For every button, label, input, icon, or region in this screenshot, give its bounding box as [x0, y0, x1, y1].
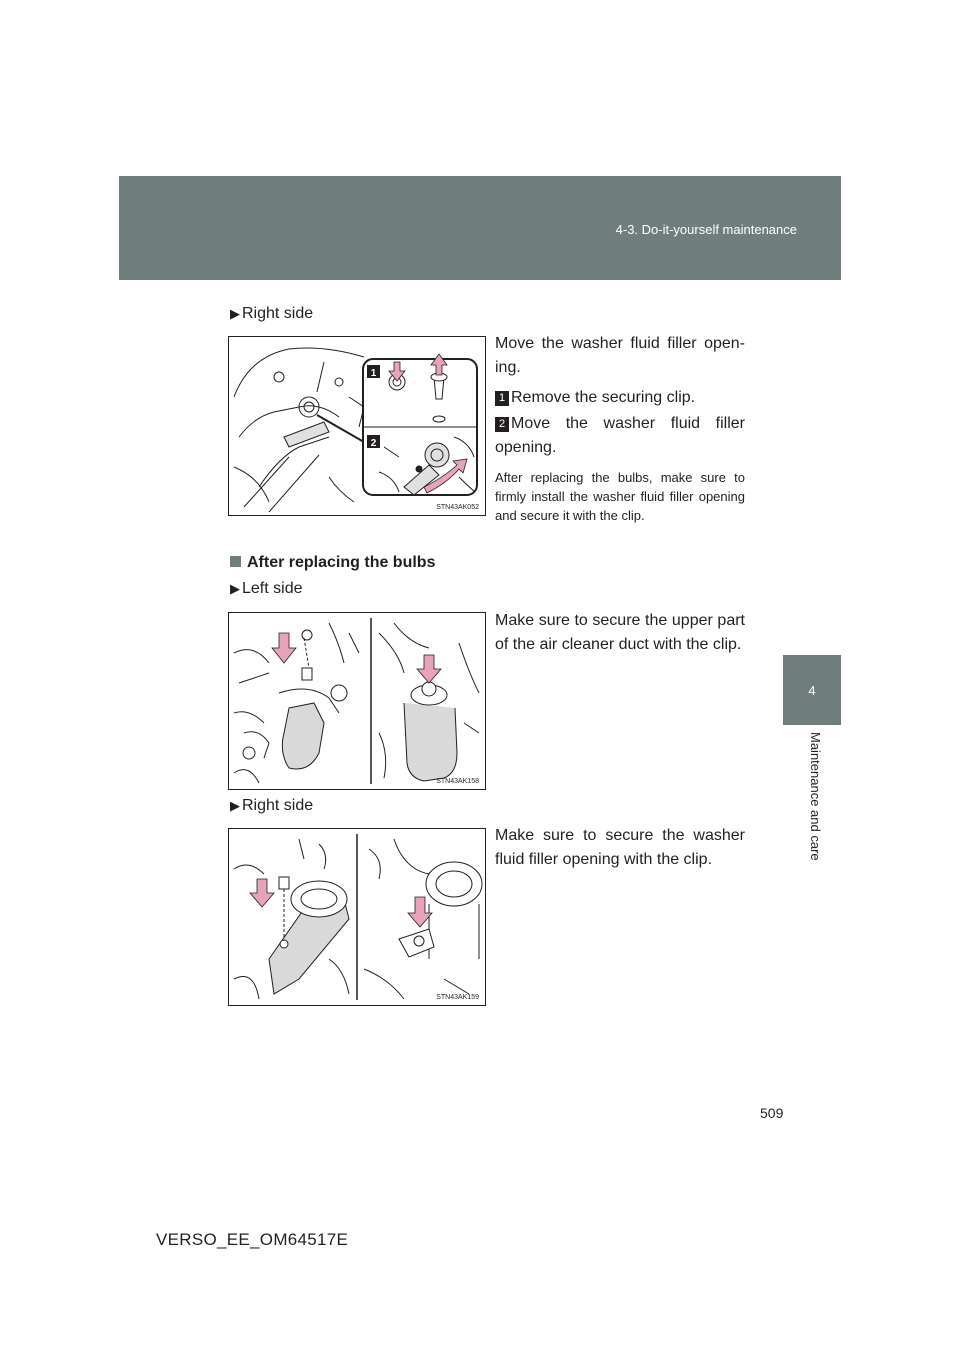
- note-after-replacing: After replacing the bulbs, make sure to firmly install the washer fluid filler opening and secure it with the clip.: [495, 470, 745, 523]
- step-1: 1 Remove the securing clip.: [495, 386, 745, 410]
- engine-illustration-2: [229, 613, 485, 789]
- figure-washer-filler-removal: [228, 336, 486, 516]
- figure-code: STN43AK052: [436, 504, 479, 511]
- engine-illustration-3: [229, 829, 485, 1005]
- page-number: 509: [760, 1105, 784, 1121]
- instruction-move-filler: Move the washer fluid filler open-ing.: [495, 335, 745, 376]
- figure-code: STN43AK158: [436, 778, 479, 785]
- subsection-right-side-2: ▶ Right side: [230, 797, 314, 814]
- engine-illustration-1: [229, 337, 485, 515]
- callout-1: 1: [370, 368, 377, 379]
- triangle-bullet-icon: ▶: [230, 798, 240, 813]
- triangle-bullet-icon: ▶: [230, 306, 240, 321]
- subsection-right-side-1: ▶ Right side: [230, 305, 314, 322]
- figure-washer-filler-clip: [228, 828, 486, 1006]
- square-bullet-icon: [230, 556, 241, 567]
- subsection-left-side: ▶ Left side: [230, 580, 303, 597]
- document-code: VERSO_EE_OM64517E: [156, 1230, 349, 1249]
- instruction-washer-clip: Make sure to secure the washer fluid filler opening with the clip.: [495, 827, 745, 868]
- figure-code: STN43AK159: [436, 994, 479, 1001]
- section-heading: After replacing the bulbs: [230, 554, 435, 572]
- instruction-air-cleaner: Make sure to secure the upper part of the air cleaner duct with the clip.: [495, 612, 745, 653]
- step-number-2: 2: [495, 417, 509, 432]
- step-2: 2 Move the washer fluid filler opening.: [495, 415, 745, 456]
- chapter-number: 4: [808, 682, 816, 698]
- chapter-title: Maintenance and care: [808, 732, 823, 861]
- callout-2: 2: [370, 438, 377, 449]
- section-title: 4-3. Do-it-yourself maintenance: [615, 222, 797, 237]
- header-band: [119, 176, 841, 280]
- figure-air-cleaner-clip: [228, 612, 486, 790]
- triangle-bullet-icon: ▶: [230, 581, 240, 596]
- step-number-1: 1: [495, 391, 509, 406]
- chapter-tab: [783, 655, 841, 725]
